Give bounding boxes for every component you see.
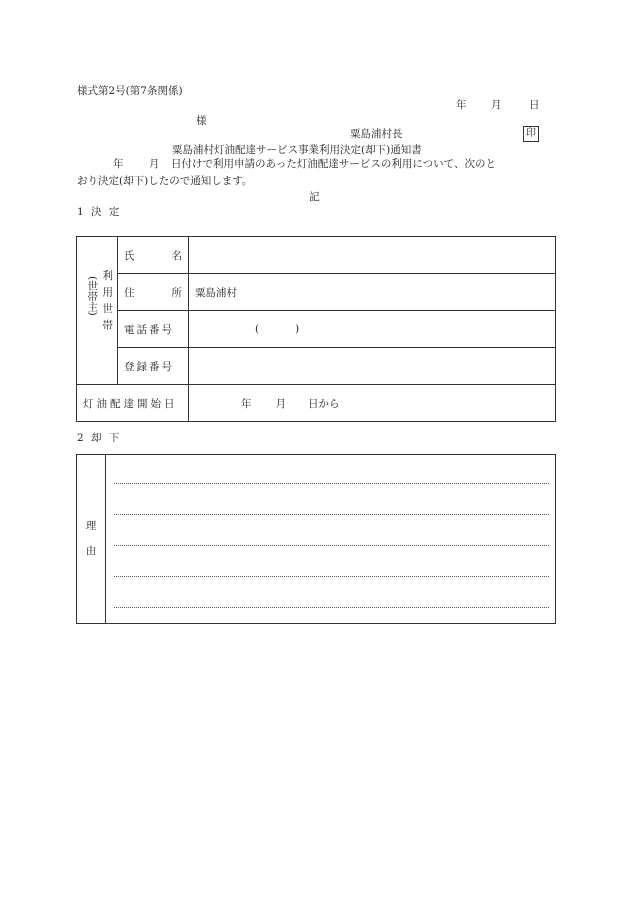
- body-text-line-1: [77, 159, 496, 170]
- delivery-start-label: 灯油配達開始日: [77, 385, 189, 422]
- decision-table: [76, 236, 556, 422]
- address-field[interactable]: 粟島浦村: [189, 274, 556, 311]
- table-row: [77, 385, 556, 422]
- phone-label: 電話番号: [118, 311, 189, 348]
- body-month: 月: [149, 158, 160, 170]
- table-row: [77, 348, 556, 385]
- registration-number-label: 登録番号: [118, 348, 189, 385]
- body-text-line-2: おり決定(却下)したので通知します。: [77, 175, 253, 187]
- section2-heading: 2 却 下: [77, 432, 122, 444]
- household-head-label: (世帯主): [86, 276, 99, 316]
- user-household-label: 利用世帯: [101, 270, 114, 336]
- address-label: 住 所: [118, 274, 189, 311]
- reason-line: [114, 545, 549, 546]
- reason-line: [114, 607, 549, 608]
- document-title: 粟島浦村灯油配達サービス事業利用決定(却下)通知書: [172, 144, 422, 156]
- delivery-start-field[interactable]: 年 月 日から: [189, 385, 556, 422]
- phone-field[interactable]: ( ): [189, 311, 556, 348]
- date-month-label: 月: [491, 99, 502, 111]
- reason-line: [114, 483, 549, 484]
- addressee-suffix: 様: [196, 115, 207, 127]
- body-year: 年: [113, 158, 124, 170]
- rejection-table: [76, 454, 556, 624]
- registration-number-field[interactable]: [189, 348, 556, 385]
- reason-line: [114, 514, 549, 515]
- table-row: [77, 455, 556, 624]
- seal-mark: 印: [523, 126, 539, 142]
- name-label: 氏 名: [118, 237, 189, 274]
- section1-heading: 1 決 定: [77, 206, 122, 218]
- user-household-label-cell: [77, 237, 118, 385]
- reason-field[interactable]: [106, 455, 556, 624]
- reason-line: [114, 576, 549, 577]
- date-day-label: 日: [529, 99, 540, 111]
- ki-heading: 記: [309, 191, 320, 203]
- table-row: [77, 237, 556, 274]
- table-row: [77, 274, 556, 311]
- date-year-label: 年: [456, 99, 467, 111]
- body-text: 日付けで利用申請のあった灯油配達サービスの利用について、次のと: [171, 158, 496, 170]
- name-field[interactable]: [189, 237, 556, 274]
- form-number: 様式第2号(第7条関係): [77, 85, 183, 97]
- reason-label: 理 由: [77, 455, 106, 624]
- table-row: [77, 311, 556, 348]
- issuer-name: 粟島浦村長: [350, 128, 403, 140]
